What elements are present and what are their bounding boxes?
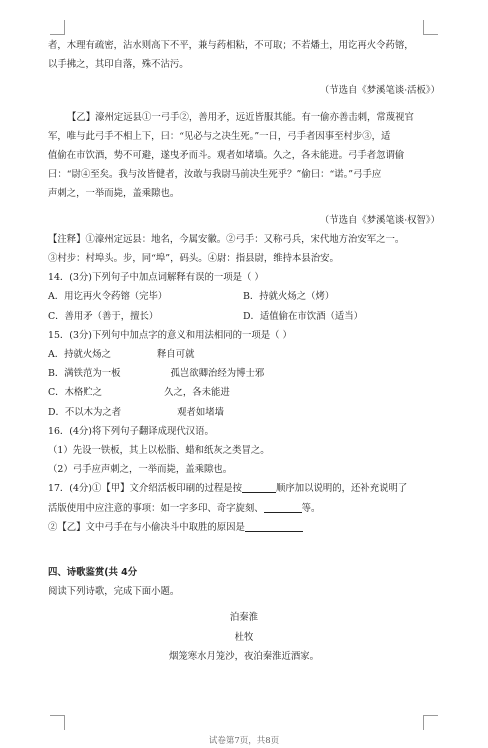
passage-b-line: 军，唯与此弓手不相上下，曰：“见必与之决生死。”一日，弓手者因事至村步③，适	[48, 130, 391, 142]
option-a[interactable]	[48, 345, 440, 364]
question-15-stem: 15．(3分)下列句中加点字的意义和用法相同的一项是（ ）	[48, 329, 292, 341]
poem-line: 烟笼寒水月笼沙，夜泊秦淮近酒家。	[168, 650, 319, 662]
question-16-stem: 16．(4分)将下列句子翻译成现代汉语。	[48, 425, 214, 437]
option-b[interactable]	[48, 364, 440, 383]
option-d[interactable]	[48, 403, 440, 422]
passage-line: 以手拂之，其印自落，殊不沾污。	[48, 59, 189, 71]
crop-mark-top-right	[423, 20, 438, 35]
crop-mark-top-left	[50, 20, 65, 35]
option-c[interactable]	[48, 383, 440, 402]
option-a-first: A．持就火炀之	[48, 349, 112, 361]
option-c-second: 久之，各未能进	[164, 387, 230, 399]
notes-line: ③村步：村埠头。步，同“埠”，码头。④尉：指县尉，维持本县治安。	[48, 253, 339, 265]
option-d-second: 观者如堵墙	[177, 406, 225, 418]
question-17-line-1: 17．(4分)①【甲】文介绍活板印刷的过程是按 顺序加以说明的，还补充说明了	[48, 483, 408, 495]
option-a-second: 释自可就	[157, 349, 195, 361]
poem-author: 杜牧	[234, 631, 254, 643]
question-14-options	[48, 287, 440, 325]
option-b-second: 孤岂欲卿治经为博士邪	[170, 368, 265, 380]
option-b-first: B．满铁范为一板	[48, 368, 121, 380]
option-c-first: C．木格贮之	[48, 387, 103, 399]
notes-line: 【注释】①濠州定远县：地名，今属安徽。②弓手：又称弓兵，宋代地方治安军之一。	[48, 233, 405, 245]
answer-blank[interactable]	[245, 520, 303, 532]
option-c[interactable]: C．善用矛（善于，擅长）	[48, 310, 159, 322]
passage-line: 者，木理有疏密，沾水则高下不平，兼与药相粘，不可取；不若燔土，用讫再火令药镕，	[48, 40, 414, 51]
passage-b-line: 值偷在市饮酒，势不可避，遂曳矛而斗。观者如堵墙。久之，各未能进。弓手者忽谓偷	[48, 150, 405, 162]
page-footer: 试卷第7页，共8页	[208, 736, 280, 746]
question-14-stem: 14．(3分)下列句子中加点词解释有误的一项是（ ）	[48, 272, 264, 284]
answer-blank[interactable]	[242, 481, 276, 493]
option-d[interactable]: D．适值偷在市饮酒（适当）	[243, 310, 364, 322]
answer-blank[interactable]	[264, 501, 302, 513]
question-17-line-2: 活版使用中应注意的事项：如一字多印、奇字旋刻、 等。	[48, 502, 321, 514]
passage-b-line: 曰：“尉④至矣。我与汝皆健者，汝敢与我尉马前决生死乎？”偷曰：“诺。”弓手应	[48, 169, 382, 181]
poem-title: 泊秦淮	[229, 612, 259, 624]
section-instruction: 阅读下列诗歌，完成下面小题。	[48, 586, 180, 598]
crop-mark-bottom-right	[423, 715, 438, 730]
passage-b-line: 【乙】濠州定远县①一弓手②，善用矛，远近皆服其能。有一偷亦善击刺，常蔑视官	[67, 111, 414, 123]
passage-source: （节选自《梦溪笔谈·权智》）	[319, 214, 440, 226]
option-b[interactable]: B．持就火炀之（烤）	[243, 291, 335, 303]
question-15-options	[48, 345, 440, 422]
option-d-first: D．不以木为之者	[48, 406, 122, 418]
option-a[interactable]: A．用讫再火令药镕（完毕）	[48, 291, 168, 303]
question-16-sentence-1: （1）先设一铁板，其上以松脂、蜡和纸灰之类冒之。	[48, 445, 270, 457]
page-content	[48, 36, 440, 666]
crop-mark-bottom-left	[50, 715, 65, 730]
passage-source: （节选自《梦溪笔谈·活板》）	[319, 85, 440, 97]
passage-b-line: 声刺之，一举而毙，盖乘隙也。	[48, 188, 180, 200]
section-title: 四、诗歌鉴赏(共 4分	[48, 567, 138, 579]
question-17-line-3: ②【乙】文中弓手在与小偷决斗中取胜的原因是	[48, 518, 440, 537]
question-16-sentence-2: （2）弓手应声刺之，一举而毙，盖乘隙也。	[48, 464, 233, 476]
